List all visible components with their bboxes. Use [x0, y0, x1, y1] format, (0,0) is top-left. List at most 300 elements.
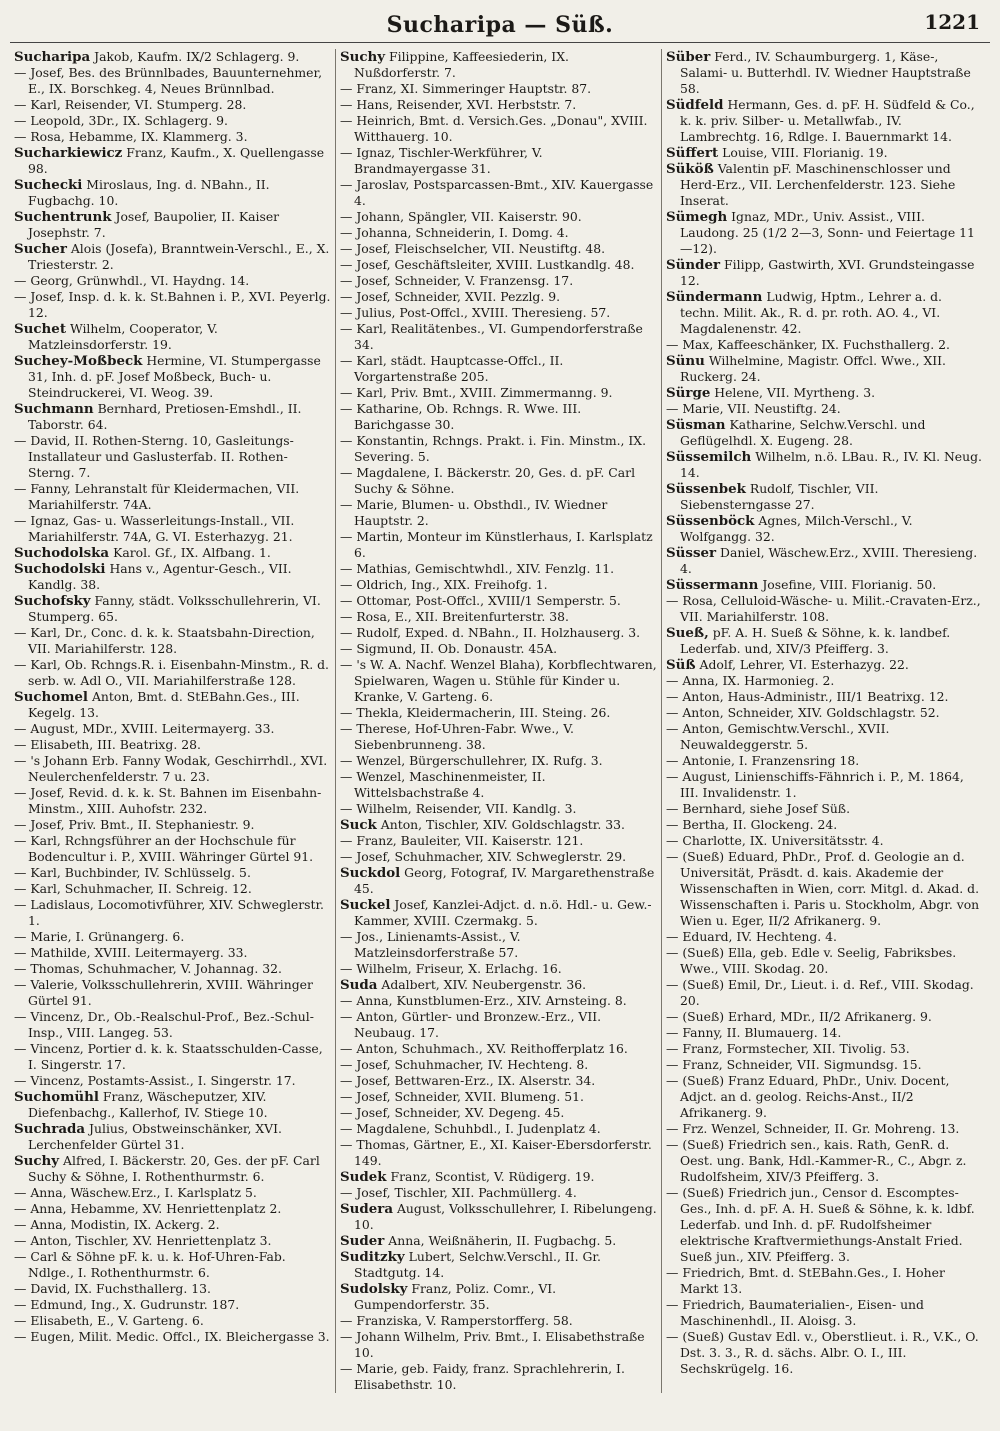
ditto-dash: — — [14, 657, 31, 672]
entry-details: Charlotte, IX. Universitätsstr. 4. — [682, 833, 884, 848]
entry-details: Thomas, Schuhmacher, V. Johannag. 32. — [30, 961, 282, 976]
ditto-dash: — — [666, 1057, 683, 1072]
entry-details: Hans, Reisender, XVI. Herbststr. 7. — [356, 97, 577, 112]
ditto-dash: — — [14, 945, 31, 960]
ditto-dash: — — [14, 833, 31, 848]
ditto-dash: — — [340, 81, 357, 96]
directory-entry — [340, 289, 657, 305]
ditto-dash: — — [340, 609, 357, 624]
directory-entry — [340, 865, 657, 897]
entry-details: Josef, Revid. d. k. k. St. Bahnen im Eisenbahn-Minstm., XIII. Auhofstr. 232. — [28, 785, 322, 816]
ditto-dash: — — [340, 721, 357, 736]
directory-entry — [340, 977, 657, 993]
entry-details: Ignaz, Gas- u. Wasserleitungs-Install., VII. Mariahilferstr. 74A, G. VI. Esterhazyg. 21. — [28, 513, 295, 544]
directory-entry — [14, 1329, 331, 1345]
entry-details: Katharine, Selchw.Verschl. und Geflügelhdl. X. Eugeng. 28. — [680, 417, 926, 448]
entry-surname: Suchentrunk — [14, 209, 112, 225]
directory-entry — [340, 321, 657, 353]
entry-surname: Suchomühl — [14, 1089, 99, 1105]
entry-surname: Sucharipa — [14, 49, 91, 65]
directory-entry — [666, 257, 984, 289]
directory-entry — [340, 1073, 657, 1089]
ditto-dash: — — [14, 785, 31, 800]
directory-entry — [14, 1313, 331, 1329]
ditto-dash: — — [340, 177, 357, 192]
entry-details: August, Volksschullehrer, I. Ribelungeng. 10. — [354, 1201, 657, 1232]
entry-surname: Sucher — [14, 241, 67, 257]
ditto-dash: — — [14, 753, 31, 768]
directory-entry — [340, 177, 657, 209]
directory-entry — [14, 1297, 331, 1313]
ditto-dash: — — [340, 209, 357, 224]
entry-details: Friedrich, Bmt. d. StEBahn.Ges., I. Hoher Markt 13. — [680, 1265, 945, 1296]
entry-surname: Suchomel — [14, 689, 89, 705]
ditto-dash: — — [340, 1105, 357, 1120]
directory-entry — [14, 929, 331, 945]
entry-details: Heinrich, Bmt. d. Versich.Ges. „Donau", XVIII. Witthauerg. 10. — [354, 113, 648, 144]
entry-details: Hermine, VI. Stumpergasse 31, Inh. d. pF. Josef Moßbeck, Buch- u. Steindruckerei, VI. Weog. 39. — [28, 353, 321, 400]
entry-details: Sigmund, II. Ob. Donaustr. 45A. — [356, 641, 558, 656]
entry-details: Rosa, Hebamme, IX. Klammerg. 3. — [30, 129, 248, 144]
directory-entry — [666, 385, 984, 401]
directory-entry — [14, 129, 331, 145]
entry-details: Helene, VII. Myrtheng. 3. — [714, 385, 876, 400]
directory-entry — [340, 961, 657, 977]
directory-entry — [14, 241, 331, 273]
entry-details: Karl, Reisender, VI. Stumperg. 28. — [30, 97, 247, 112]
directory-entry — [666, 337, 984, 353]
ditto-dash: — — [666, 769, 683, 784]
directory-entry — [340, 769, 657, 801]
directory-entry — [666, 1137, 984, 1185]
ditto-dash: — — [340, 705, 357, 720]
ditto-dash: — — [14, 97, 31, 112]
entry-details: August, MDr., XVIII. Leitermayerg. 33. — [30, 721, 275, 736]
directory-entry — [666, 689, 984, 705]
ditto-dash: — — [666, 705, 683, 720]
directory-entry — [340, 849, 657, 865]
ditto-dash: — — [14, 65, 31, 80]
ditto-dash: — — [666, 849, 683, 864]
entry-surname: Südfeld — [666, 97, 724, 113]
directory-entry — [340, 705, 657, 721]
entry-details: Josef, Priv. Bmt., II. Stephaniestr. 9. — [30, 817, 255, 832]
column-3 — [662, 49, 988, 1393]
directory-entry — [340, 1041, 657, 1057]
directory-entry — [666, 801, 984, 817]
entry-details: Vincenz, Dr., Ob.-Realschul-Prof., Bez.-Schul-Insp., VIII. Langeg. 53. — [28, 1009, 314, 1040]
directory-entry — [340, 1281, 657, 1313]
directory-entry — [14, 657, 331, 689]
ditto-dash: — — [666, 801, 683, 816]
entry-details: Josef, Schneider, XV. Degeng. 45. — [356, 1105, 565, 1120]
ditto-dash: — — [340, 1329, 357, 1344]
ditto-dash: — — [666, 1009, 683, 1024]
directory-entry — [14, 689, 331, 721]
entry-details: Alois (Josefa), Branntwein-Verschl., E., X. Triesterstr. 2. — [28, 241, 330, 272]
entry-details: Katharine, Ob. Rchngs. R. Wwe. III. Barichgasse 30. — [354, 401, 582, 432]
entry-details: Wenzel, Bürgerschullehrer, IX. Rufg. 3. — [356, 753, 603, 768]
ditto-dash: — — [340, 1185, 357, 1200]
entry-details: Ferd., IV. Schaumburgerg. 1, Käse-, Salami- u. Butterhdl. IV. Wiedner Hauptstraße 58. — [680, 49, 971, 96]
ditto-dash: — — [14, 929, 31, 944]
entry-details: Rosa, E., XII. Breitenfurterstr. 38. — [356, 609, 569, 624]
directory-entry — [340, 1057, 657, 1073]
entry-details: Anton, Tischler, XIV. Goldschlagstr. 33. — [380, 817, 625, 832]
directory-entry — [340, 817, 657, 833]
entry-surname: Sudek — [340, 1169, 387, 1185]
entry-details: Josef, Schneider, XVII. Blumeng. 51. — [356, 1089, 584, 1104]
ditto-dash: — — [14, 129, 31, 144]
ditto-dash: — — [666, 1137, 683, 1152]
ditto-dash: — — [666, 833, 683, 848]
ditto-dash: — — [666, 929, 683, 944]
entry-details: 's W. A. Nachf. Wenzel Blaha), Korbflechtwaren, Spielwaren, Wagen u. Stühle für Kinder u. Kranke, V. Garteng. 6. — [354, 657, 657, 704]
ditto-dash: — — [666, 1265, 683, 1280]
directory-entry — [14, 545, 331, 561]
ditto-dash: — — [340, 257, 357, 272]
entry-details: Josef, Bettwaren-Erz., IX. Alserstr. 34. — [356, 1073, 596, 1088]
ditto-dash: — — [14, 1249, 31, 1264]
entry-details: Ottomar, Post-Offcl., XVIII/1 Semperstr. 5. — [356, 593, 621, 608]
directory-entry — [666, 593, 984, 625]
directory-entry — [340, 1201, 657, 1233]
entry-details: Franz, Kaufm., X. Quellengasse 98. — [28, 145, 325, 176]
directory-entry — [340, 897, 657, 929]
entry-surname: Suchet — [14, 321, 66, 337]
ditto-dash: — — [340, 1121, 357, 1136]
entry-details: Anna, Wäschew.Erz., I. Karlsplatz 5. — [30, 1185, 257, 1200]
entry-details: Martin, Monteur im Künstlerhaus, I. Karlsplatz 6. — [354, 529, 653, 560]
entry-details: Bernhard, Pretiosen-Emshdl., II. Taborstr. 64. — [28, 401, 302, 432]
directory-entry — [666, 945, 984, 977]
directory-entry — [340, 81, 657, 97]
ditto-dash: — — [340, 625, 357, 640]
entry-surname: Süffert — [666, 145, 719, 161]
ditto-dash: — — [340, 1009, 357, 1024]
directory-entry — [14, 945, 331, 961]
directory-entry — [14, 1009, 331, 1041]
ditto-dash: — — [340, 753, 357, 768]
directory-entry — [340, 1009, 657, 1041]
directory-entry — [666, 1121, 984, 1137]
entry-surname: Suck — [340, 817, 377, 833]
entry-details: Anton, Gemischtw.Verschl., XVII. Neuwaldeggerstr. 5. — [680, 721, 890, 752]
page-header — [10, 8, 990, 43]
directory-entry — [666, 1009, 984, 1025]
entry-details: Hermann, Ges. d. pF. H. Südfeld & Co., k. k. priv. Silber- u. Metallwfab., IV. Lambrechtg. 16, Rdlge. I. Bauernmarkt 14. — [680, 97, 975, 144]
directory-entry — [340, 1121, 657, 1137]
directory-entry — [666, 97, 984, 145]
directory-entry — [340, 1329, 657, 1361]
entry-details: Julius, Obstweinschänker, XVI. Lerchenfelder Gürtel 31. — [28, 1121, 282, 1152]
entry-details: Josef, Schneider, XVII. Pezzlg. 9. — [356, 289, 561, 304]
entry-details: (Sueß) Eduard, PhDr., Prof. d. Geologie an d. Universität, Präsdt. d. kais. Akademie der Wissenschaften in Wien, corr. Mitgl. d. Akad. d. Wissenschaften i. Paris u. Stockholm, Abgr. von Wien u. Eger, II/2 Afrikanerg. 9. — [680, 849, 980, 928]
entry-surname: Sürge — [666, 385, 711, 401]
entry-surname: Süssenbek — [666, 481, 746, 497]
ditto-dash: — — [666, 721, 683, 736]
ditto-dash: — — [666, 593, 683, 608]
directory-entry — [666, 977, 984, 1009]
directory-entry — [340, 497, 657, 529]
ditto-dash: — — [14, 1041, 31, 1056]
directory-entry — [340, 593, 657, 609]
entry-details: Ladislaus, Locomotivführer, XIV. Schweglerstr. 1. — [28, 897, 324, 928]
entry-details: Therese, Hof-Uhren-Fabr. Wwe., V. Siebenbrunneng. 38. — [354, 721, 574, 752]
entry-details: (Sueß) Friedrich jun., Censor d. Escomptes-Ges., Inh. d. pF. A. H. Sueß & Söhne, k. k. ldbf. Lederfab. und Inh. d. pF. Rudolfsheimer elektrische Kraftvermiethungs-Anstalt Fried. Sueß jun., XIV. Pfeifferg. 3. — [680, 1185, 975, 1264]
directory-entry — [14, 209, 331, 241]
entry-surname: Süber — [666, 49, 711, 65]
entry-details: Franz, Poliz. Comr., VI. Gumpendorferstr. 35. — [354, 1281, 557, 1312]
entry-surname: Süköß — [666, 161, 714, 177]
directory-entry — [14, 481, 331, 513]
directory-entry — [340, 273, 657, 289]
entry-surname: Suchy — [14, 1153, 60, 1169]
entry-details: Franziska, V. Ramperstorfferg. 58. — [356, 1313, 573, 1328]
entry-surname: Suchey-Moßbeck — [14, 353, 143, 369]
directory-entry — [340, 929, 657, 961]
directory-entry — [14, 353, 331, 401]
directory-entry — [340, 305, 657, 321]
entry-surname: Suchodolski — [14, 561, 106, 577]
entry-details: Lubert, Selchw.Verschl., II. Gr. Stadtgutg. 14. — [354, 1249, 601, 1280]
entry-details: Josef, Kanzlei-Adjct. d. n.ö. Hdl.- u. Gew.-Kammer, XVIII. Czermakg. 5. — [354, 897, 652, 928]
entry-details: Filipp, Gastwirth, XVI. Grundsteingasse 12. — [680, 257, 975, 288]
ditto-dash: — — [14, 273, 31, 288]
directory-entry — [666, 401, 984, 417]
entry-details: Karl, städt. Hauptcasse-Offcl., II. Vorgartenstraße 205. — [354, 353, 564, 384]
ditto-dash: — — [14, 1313, 31, 1328]
entry-details: Miroslaus, Ing. d. NBahn., II. Fugbachg. 10. — [28, 177, 270, 208]
entry-details: Thekla, Kleidermacherin, III. Steing. 26. — [356, 705, 611, 720]
ditto-dash: — — [340, 1073, 357, 1088]
entry-details: Karl, Buchbinder, IV. Schlüsselg. 5. — [30, 865, 251, 880]
directory-entry — [340, 1089, 657, 1105]
ditto-dash: — — [340, 1313, 357, 1328]
directory-entry — [666, 673, 984, 689]
ditto-dash: — — [666, 689, 683, 704]
directory-entry — [666, 1265, 984, 1297]
ditto-dash: — — [666, 977, 683, 992]
directory-entry — [340, 385, 657, 401]
entry-details: Franz, XI. Simmeringer Hauptstr. 87. — [356, 81, 592, 96]
ditto-dash: — — [340, 1361, 357, 1376]
entry-details: Franz, Scontist, V. Rüdigerg. 19. — [390, 1169, 595, 1184]
directory-entry — [14, 433, 331, 481]
ditto-dash: — — [14, 113, 31, 128]
entry-details: Eugen, Milit. Medic. Offcl., IX. Bleichergasse 3. — [30, 1329, 330, 1344]
ditto-dash: — — [14, 513, 31, 528]
directory-entry — [14, 625, 331, 657]
entry-details: Anton, Tischler, XV. Henriettenplatz 3. — [30, 1233, 272, 1248]
entry-details: Josef, Schneider, V. Franzensg. 17. — [356, 273, 574, 288]
directory-entry — [14, 273, 331, 289]
directory-entry — [14, 1217, 331, 1233]
directory-entry — [14, 401, 331, 433]
entry-surname: Suchmann — [14, 401, 94, 417]
entry-details: Jos., Linienamts-Assist., V. Matzleinsdorferstraße 57. — [354, 929, 521, 960]
directory-entry — [666, 289, 984, 337]
ditto-dash: — — [14, 737, 31, 752]
directory-entry — [340, 609, 657, 625]
directory-entry — [340, 145, 657, 177]
directory-entry — [340, 641, 657, 657]
entry-details: (Sueß) Erhard, MDr., II/2 Afrikanerg. 9. — [682, 1009, 932, 1024]
entry-details: Magdalene, Schuhbdl., I. Judenplatz 4. — [356, 1121, 601, 1136]
entry-details: (Sueß) Friedrich sen., kais. Rath, GenR. d. Oest. ung. Bank, Hdl.-Kammer-R., C., Abgr. z. Rudolfsheim, XIV/3 Pfeifferg. 3. — [680, 1137, 967, 1184]
ditto-dash: — — [340, 961, 357, 976]
entry-details: Georg, Fotograf, IV. Margarethenstraße 45. — [354, 865, 655, 896]
entry-details: Franz, Formstecher, XII. Tivolig. 53. — [682, 1041, 910, 1056]
directory-entry — [14, 721, 331, 737]
entry-details: Mathias, Gemischtwhdl., XIV. Fenzlg. 11. — [356, 561, 615, 576]
entry-details: Josef, Tischler, XII. Pachmüllerg. 4. — [356, 1185, 577, 1200]
ditto-dash: — — [340, 929, 357, 944]
directory-entry — [340, 1313, 657, 1329]
ditto-dash: — — [340, 145, 357, 160]
ditto-dash: — — [340, 385, 357, 400]
entry-surname: Sudolsky — [340, 1281, 408, 1297]
entry-details: Julius, Post-Offcl., XVIII. Theresieng. 57. — [356, 305, 611, 320]
entry-details: Karl, Rchngsführer an der Hochschule für Bodencultur i. P., XVIII. Währinger Gürtel 91. — [28, 833, 314, 864]
directory-entry — [340, 657, 657, 705]
entry-details: Franz, Schneider, VII. Sigmundsg. 15. — [682, 1057, 922, 1072]
ditto-dash: — — [14, 1217, 31, 1232]
entry-details: Josef, Schuhmacher, XIV. Schweglerstr. 29. — [356, 849, 627, 864]
directory-entry — [340, 1249, 657, 1281]
ditto-dash: — — [666, 337, 683, 352]
ditto-dash: — — [340, 657, 357, 672]
entry-surname: Suditzky — [340, 1249, 405, 1265]
directory-entry — [14, 1073, 331, 1089]
entry-details: Vincenz, Portier d. k. k. Staatsschulden-Casse, I. Singerstr. 17. — [28, 1041, 323, 1072]
directory-entry — [340, 49, 657, 81]
directory-entry — [14, 1281, 331, 1297]
entry-details: Konstantin, Rchngs. Prakt. i. Fin. Minstm., IX. Severing. 5. — [354, 433, 647, 464]
directory-entry — [340, 753, 657, 769]
entry-details: Johann, Spängler, VII. Kaiserstr. 90. — [356, 209, 582, 224]
entry-details: Elisabeth, III. Beatrixg. 28. — [30, 737, 201, 752]
ditto-dash: — — [666, 753, 683, 768]
ditto-dash: — — [340, 321, 357, 336]
entry-surname: Süsman — [666, 417, 726, 433]
ditto-dash: — — [666, 1121, 683, 1136]
entry-details: (Sueß) Gustav Edl. v., Oberstlieut. i. R., V.K., O. Dst. 3. 3., R. d. sächs. Albr. O. I., III. Sechskrügelg. 16. — [680, 1329, 979, 1376]
entry-details: Wilhelmine, Magistr. Offcl. Wwe., XII. Ruckerg. 24. — [680, 353, 946, 384]
ditto-dash: — — [340, 225, 357, 240]
directory-entry — [340, 721, 657, 753]
directory-entry — [340, 577, 657, 593]
entry-details: Josef, Fleischselcher, VII. Neustiftg. 48. — [356, 241, 606, 256]
entry-details: Karl, Priv. Bmt., XVIII. Zimmermanng. 9. — [356, 385, 613, 400]
directory-entry — [14, 753, 331, 785]
directory-entry — [666, 481, 984, 513]
entry-details: (Sueß) Ella, geb. Edle v. Seelig, Fabriksbes. Wwe., VIII. Skodag. 20. — [680, 945, 957, 976]
ditto-dash: — — [14, 1073, 31, 1088]
columns — [10, 49, 990, 1393]
entry-details: Edmund, Ing., X. Gudrunstr. 187. — [30, 1297, 240, 1312]
directory-entry — [666, 145, 984, 161]
entry-details: Anton, Gürtler- und Bronzew.-Erz., VII. Neubaug. 17. — [354, 1009, 602, 1040]
directory-entry — [666, 705, 984, 721]
ditto-dash: — — [14, 897, 31, 912]
directory-entry — [666, 625, 984, 657]
directory-entry — [666, 1329, 984, 1377]
directory-entry — [14, 1185, 331, 1201]
entry-details: 's Johann Erb. Fanny Wodak, Geschirrhdl., XVI. Neulerchenfelderstr. 7 u. 23. — [28, 753, 328, 784]
directory-entry — [14, 977, 331, 1009]
page-title: Sucharipa — Süß. — [386, 12, 614, 38]
directory-entry — [340, 465, 657, 497]
ditto-dash: — — [14, 881, 31, 896]
directory-entry — [666, 577, 984, 593]
ditto-dash: — — [14, 1297, 31, 1312]
entry-details: Franz, Wäscheputzer, XIV. Diefenbachg., Kallerhof, IV. Stiege 10. — [28, 1089, 268, 1120]
entry-details: Karl, Dr., Conc. d. k. k. Staatsbahn-Direction, VII. Mariahilferstr. 128. — [28, 625, 315, 656]
ditto-dash: — — [340, 241, 357, 256]
entry-details: Anton, Haus-Administr., III/1 Beatrixg. 12. — [682, 689, 949, 704]
directory-entry — [666, 769, 984, 801]
directory-entry — [340, 801, 657, 817]
directory-entry — [340, 993, 657, 1009]
entry-surname: Sünu — [666, 353, 705, 369]
directory-entry — [14, 65, 331, 97]
ditto-dash: — — [14, 289, 31, 304]
entry-details: Josef, Schuhmacher, IV. Hechteng. 8. — [356, 1057, 589, 1072]
entry-details: Johann Wilhelm, Priv. Bmt., I. Elisabethstraße 10. — [354, 1329, 645, 1360]
directory-entry — [14, 1233, 331, 1249]
entry-details: Jakob, Kaufm. IX/2 Schlagerg. 9. — [94, 49, 300, 64]
entry-details: Josef, Insp. d. k. k. St.Bahnen i. P., XVI. Peyerlg. 12. — [28, 289, 331, 320]
directory-entry — [14, 289, 331, 321]
directory-entry — [340, 1233, 657, 1249]
directory-entry — [14, 1121, 331, 1153]
entry-details: Filippine, Kaffeesiederin, IX. Nußdorferstr. 7. — [354, 49, 569, 80]
directory-entry — [666, 1297, 984, 1329]
directory-entry — [666, 753, 984, 769]
ditto-dash: — — [340, 353, 357, 368]
directory-entry — [666, 1025, 984, 1041]
ditto-dash: — — [14, 961, 31, 976]
entry-details: Georg, Grünwhdl., VI. Haydng. 14. — [30, 273, 250, 288]
ditto-dash: — — [14, 865, 31, 880]
entry-details: Thomas, Gärtner, E., XI. Kaiser-Ebersdorferstr. 149. — [354, 1137, 652, 1168]
ditto-dash: — — [666, 1297, 683, 1312]
directory-entry — [14, 737, 331, 753]
directory-entry — [14, 97, 331, 113]
entry-details: Anton, Bmt. d. StEBahn.Ges., III. Kegelg. 13. — [28, 689, 300, 720]
ditto-dash: — — [666, 673, 683, 688]
directory-entry — [666, 161, 984, 209]
directory-entry — [340, 833, 657, 849]
entry-details: Oldrich, Ing., XIX. Freihofg. 1. — [356, 577, 548, 592]
directory-entry — [340, 209, 657, 225]
ditto-dash: — — [340, 113, 357, 128]
directory-entry — [14, 49, 331, 65]
directory-entry — [340, 625, 657, 641]
directory-entry — [666, 353, 984, 385]
entry-surname: Suchecki — [14, 177, 83, 193]
entry-details: Wilhelm, Reisender, VII. Kandlg. 3. — [356, 801, 577, 816]
entry-details: Mathilde, XVIII. Leitermayerg. 33. — [30, 945, 248, 960]
directory-entry — [340, 97, 657, 113]
entry-details: Karl, Schuhmacher, II. Schreig. 12. — [30, 881, 252, 896]
directory-entry — [340, 433, 657, 465]
ditto-dash: — — [666, 1025, 683, 1040]
directory-entry — [340, 241, 657, 257]
directory-entry — [666, 817, 984, 833]
directory-entry — [666, 833, 984, 849]
